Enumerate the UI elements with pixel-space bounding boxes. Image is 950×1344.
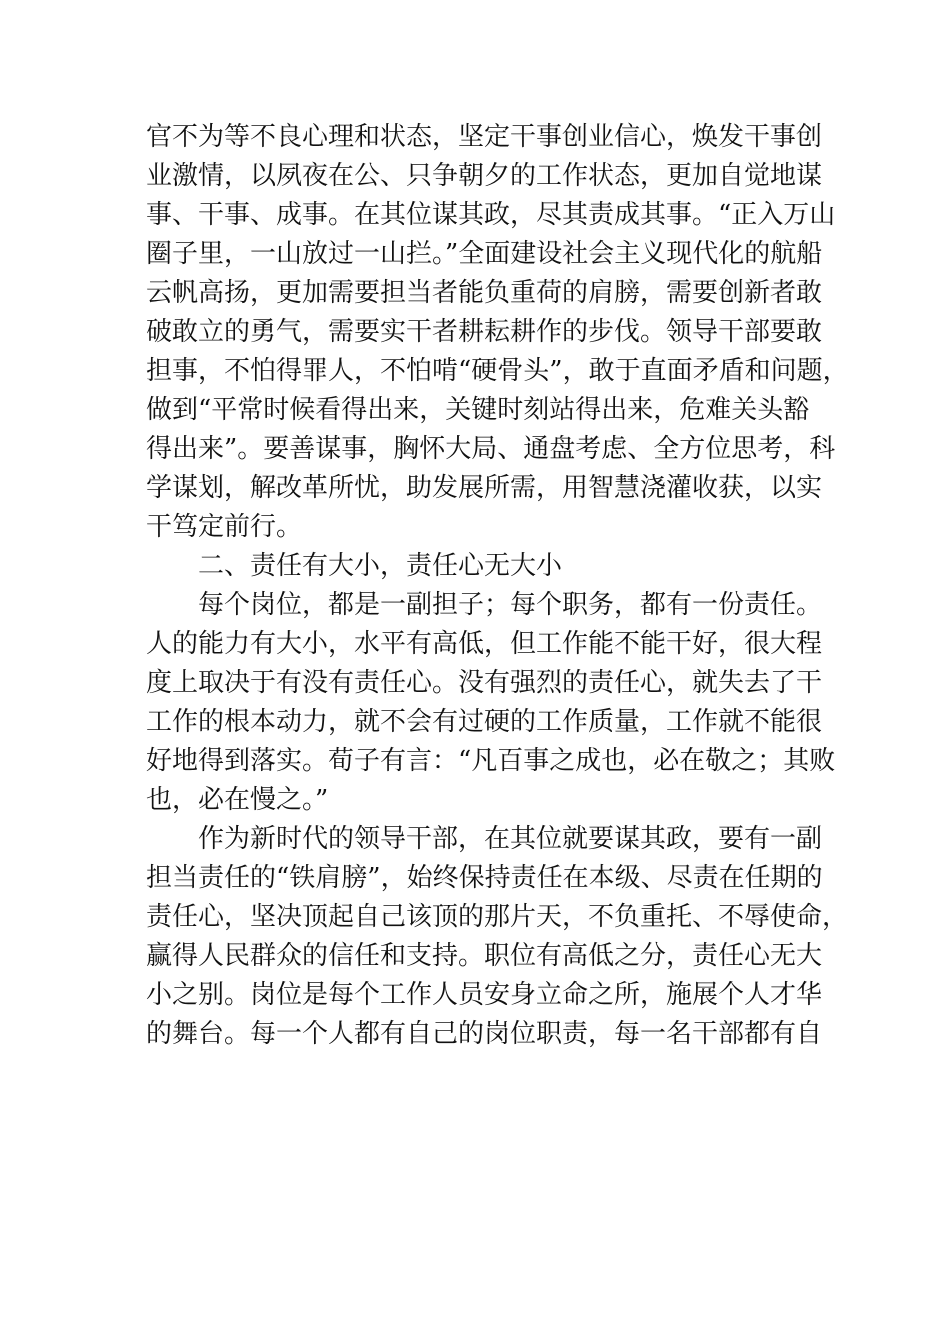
text-line: 责任心，坚决顶起自己该顶的那片天，不负重托、不辱使命， [146, 902, 849, 932]
text-line: 人的能力有大小，水平有高低，但工作能不能干好，很大程 [146, 629, 823, 659]
text-line: 作为新时代的领导干部，在其位就要谋其政，要有一副 [198, 824, 823, 854]
text-line: 赢得人民群众的信任和支持。职位有高低之分，责任心无大 [146, 941, 823, 971]
text-line: 每个岗位，都是一副担子；每个职务，都有一份责任。 [198, 590, 823, 620]
text-line: 好地得到落实。荀子有言：“凡百事之成也，必在敬之；其败 [146, 746, 836, 776]
text-line: 干笃定前行。 [146, 512, 303, 542]
text-line: 担当责任的“铁肩膀”，始终保持责任在本级、尽责在任期的 [146, 863, 823, 893]
text-line: 圈子里，一山放过一山拦。”全面建设社会主义现代化的航船 [146, 239, 823, 269]
text-line: 云帆高扬，更加需要担当者能负重荷的肩膀，需要创新者敢 [146, 278, 823, 308]
text-line: 小之别。岗位是每个工作人员安身立命之所，施展个人才华 [146, 980, 823, 1010]
text-line: 二、责任有大小，责任心无大小 [198, 551, 563, 581]
text-line: 官不为等不良心理和状态，坚定干事创业信心，焕发干事创 [146, 122, 823, 152]
text-line: 业激情，以夙夜在公、只争朝夕的工作状态，更加自觉地谋 [146, 161, 823, 191]
text-line: 也，必在慢之。” [146, 785, 329, 815]
text-line: 度上取决于有没有责任心。没有强烈的责任心，就失去了干 [146, 668, 823, 698]
text-line: 事、干事、成事。在其位谋其政，尽其责成其事。“正入万山 [146, 200, 836, 230]
text-line: 破敢立的勇气，需要实干者耕耘耕作的步伐。领导干部要敢 [146, 317, 823, 347]
text-line: 做到“平常时候看得出来，关键时刻站得出来，危难关头豁 [146, 395, 810, 425]
text-line: 的舞台。每一个人都有自己的岗位职责，每一名干部都有自 [146, 1019, 823, 1049]
text-line: 得出来”。要善谋事，胸怀大局、通盘考虑、全方位思考，科 [146, 434, 836, 464]
text-line: 学谋划，解改革所忧，助发展所需，用智慧浇灌收获，以实 [146, 473, 823, 503]
text-line: 工作的根本动力，就不会有过硬的工作质量，工作就不能很 [146, 707, 823, 737]
document-body [146, 118, 849, 1054]
text-line: 担事，不怕得罪人，不怕啃“硬骨头”，敢于直面矛盾和问题， [146, 356, 849, 386]
